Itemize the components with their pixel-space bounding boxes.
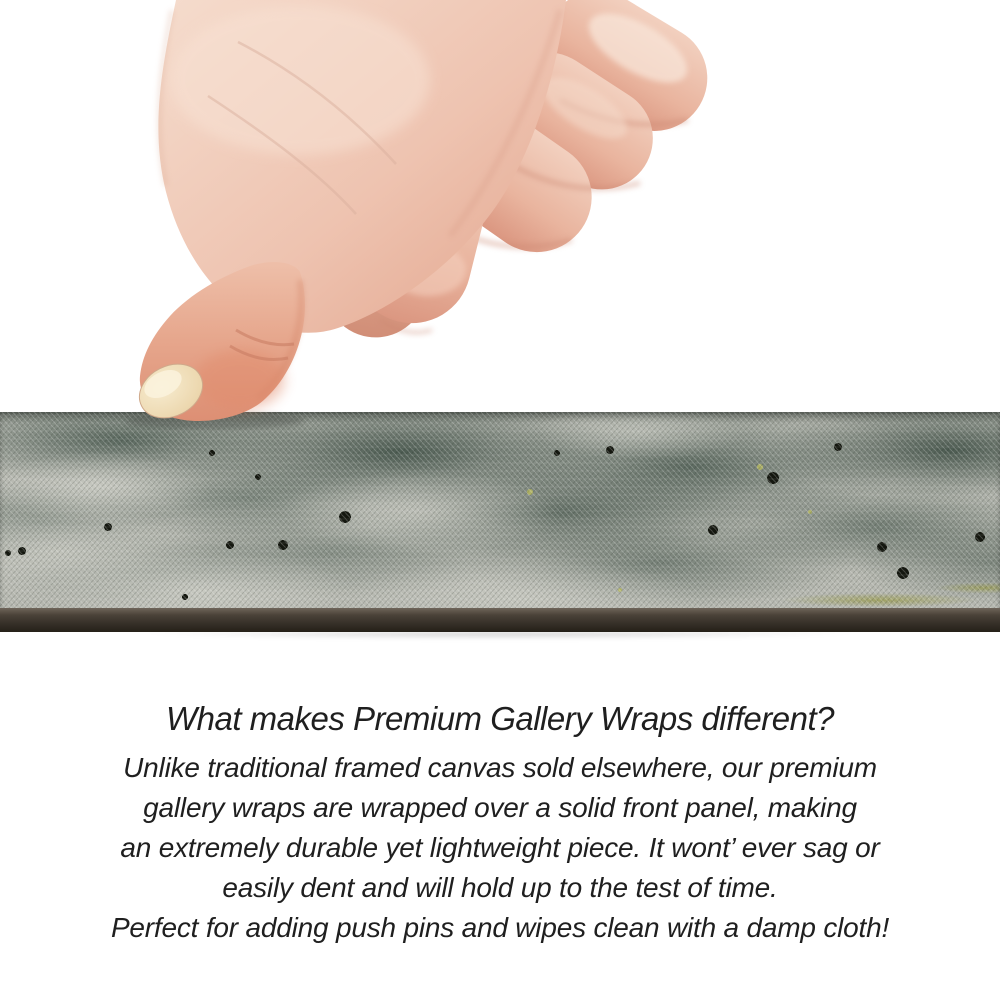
canvas-drop-shadow [15, 632, 985, 642]
body-line: easily dent and will hold up to the test of time. [222, 872, 778, 903]
body-line: an extremely durable yet lightweight piece. It wont’ ever sag or [120, 832, 880, 863]
heading: What makes Premium Gallery Wraps different? [165, 700, 835, 737]
body-line: gallery wraps are wrapped over a solid front panel, making [143, 792, 857, 823]
canvas-weave-texture [0, 412, 1000, 608]
thumb [130, 262, 305, 428]
marketing-copy [0, 700, 1000, 948]
canvas-wrap-edge-photo [0, 412, 1000, 608]
canvas-panel-edge [0, 608, 1000, 632]
body-line: Unlike traditional framed canvas sold elsewhere, our premium [123, 752, 877, 783]
hand-pressing-thumb-photo [0, 0, 1000, 432]
body-line: Perfect for adding push pins and wipes clean with a damp cloth! [110, 912, 890, 943]
